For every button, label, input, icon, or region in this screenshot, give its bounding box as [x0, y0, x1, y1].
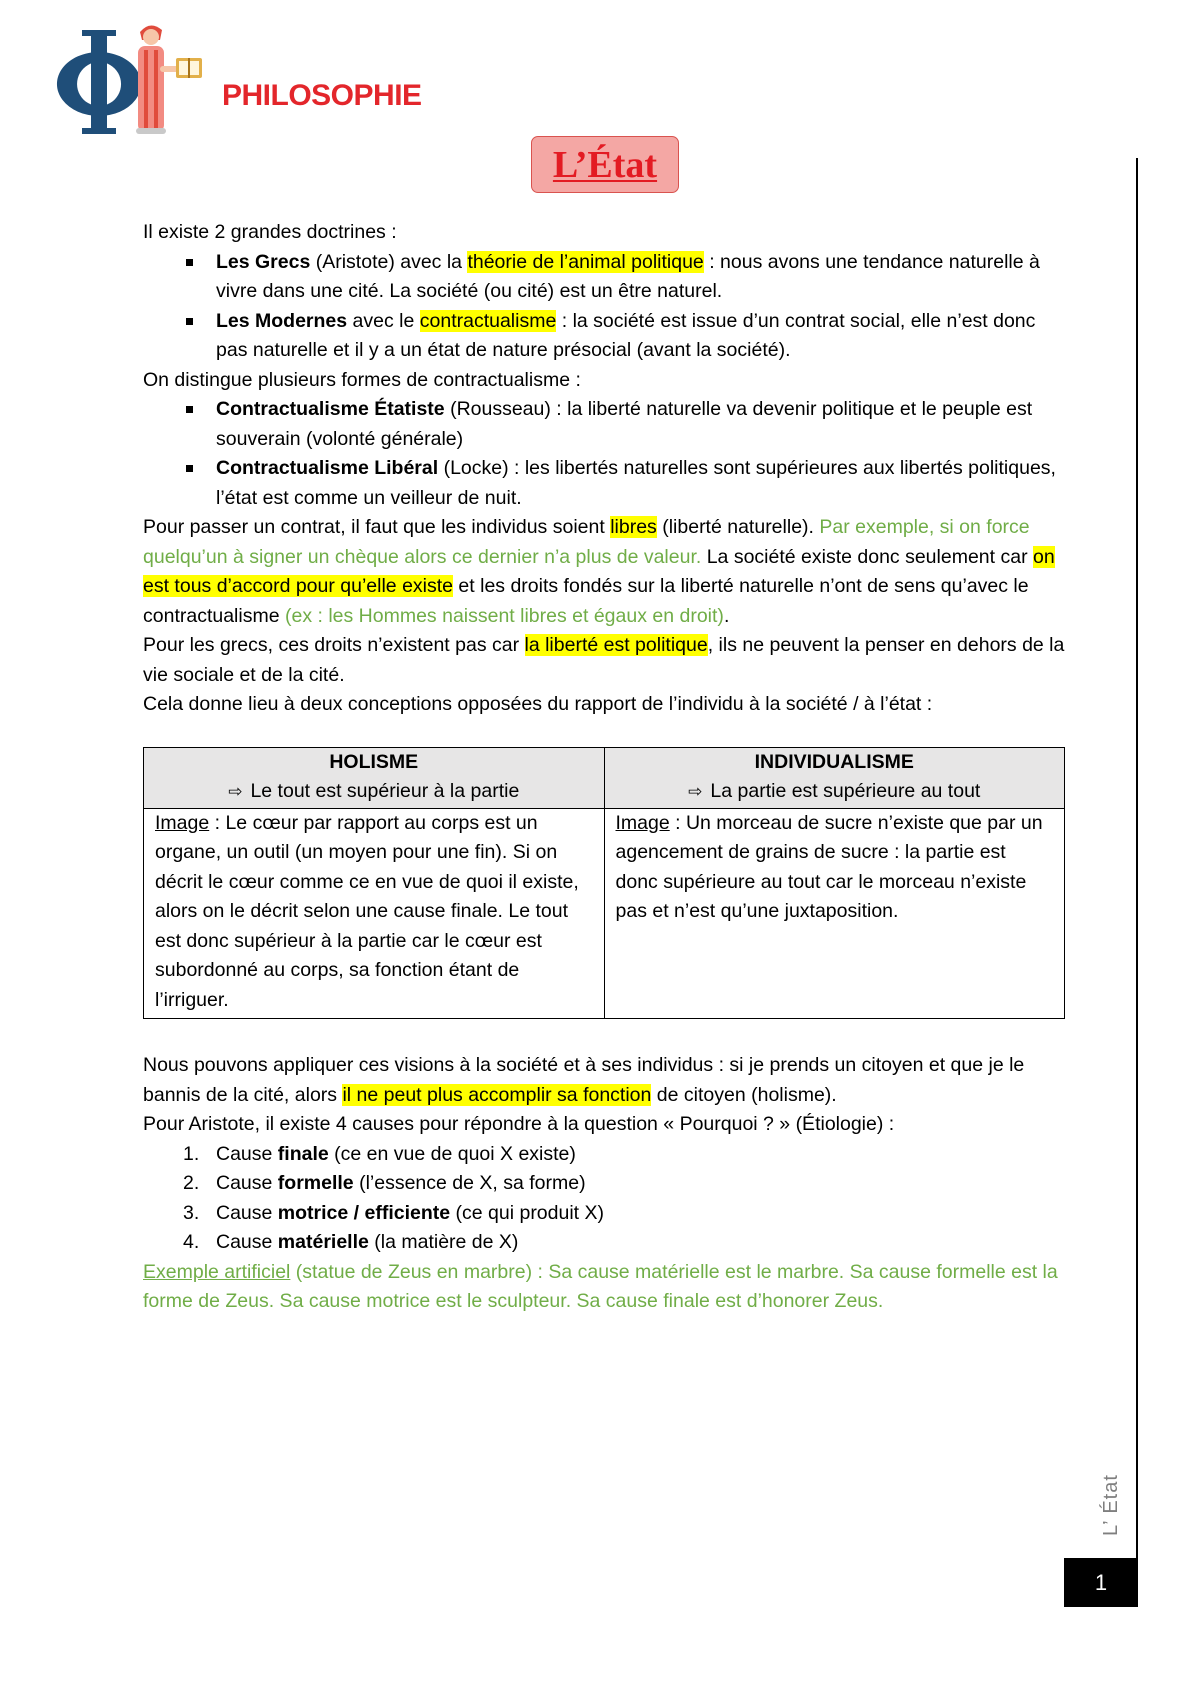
list-number: 3. — [183, 1201, 200, 1224]
table-cell-holisme — [144, 808, 605, 1019]
strong-text: Contractualisme Libéral — [216, 457, 439, 479]
page-number: 1 — [1064, 1558, 1138, 1607]
text-run: Pour passer un contrat, il faut que les individus soient — [143, 516, 611, 538]
text-run: (Aristote) avec la — [310, 250, 468, 273]
title-box — [531, 136, 679, 193]
highlight-text: libres — [610, 516, 657, 538]
strong-text: motrice / efficiente — [277, 1201, 451, 1224]
example-text: (ex : les Hommes naissent libres et égaux en droit) — [284, 604, 724, 627]
list-item — [183, 1199, 1065, 1229]
text-run: (ce qui produit X) — [450, 1201, 605, 1224]
highlight-text: il ne peut plus accomplir sa fonction — [342, 1083, 652, 1106]
text-run: Pour les grecs, ces droits n’existent pas car — [143, 634, 525, 656]
page-title: L’État — [552, 143, 658, 186]
logo — [52, 22, 204, 138]
text-run: Cause — [216, 1142, 278, 1165]
strong-text: Les Grecs — [216, 250, 311, 273]
highlight-text: contractualisme — [419, 309, 557, 332]
bullet-icon — [186, 406, 193, 413]
brand-name: PHILOSOPHIE — [222, 79, 422, 112]
rich-text — [216, 1143, 576, 1165]
strong-text: formelle — [277, 1172, 354, 1194]
list-number: 1. — [183, 1142, 200, 1165]
text-run: (liberté naturelle). — [656, 516, 820, 538]
column-subtitle-line — [154, 777, 594, 808]
list-item — [216, 248, 1065, 307]
rich-text — [216, 251, 1040, 303]
table-header-row — [144, 747, 1065, 808]
text-run: (Rousseau) : la liberté naturelle va devenir politique et le peuple est souverain (volonté générale) — [216, 398, 1033, 450]
text-run: La société existe donc seulement car — [701, 545, 1033, 568]
text-run: (ce en vue de quoi X existe) — [328, 1142, 576, 1165]
page-margin-rule — [1136, 158, 1138, 1558]
text-run: avec le — [347, 309, 420, 332]
bullet-icon — [186, 259, 193, 266]
text-run: : Le cœur par rapport au corps est un organe, un outil (un moyen pour une fin). Si on décrit le cœur comme ce en vue de quoi il existe, alors on le décrit selon une cause finale. Le tout est donc supérieur à la partie car le cœur est subordonné au corps, sa fonction étant de l’irriguer. — [155, 811, 579, 1011]
bullet-icon — [186, 465, 193, 472]
rich-text — [216, 1202, 604, 1224]
application-paragraph — [143, 1051, 1065, 1110]
arrow-right-icon: ⇨ — [688, 782, 703, 802]
list-item — [183, 1169, 1065, 1199]
example-underline-text: Exemple artificiel — [143, 1260, 291, 1283]
list-item — [216, 395, 1065, 454]
highlight-text: théorie de l’animal politique — [467, 250, 704, 273]
text-run: Nous pouvons appliquer ces visions à la société et à ses individus : si je prends un citoyen et que je le bannis de la cité, alors — [143, 1054, 1025, 1106]
text-run: et les droits fondés sur la liberté naturelle n’ont de sens qu’avec le contractualisme — [143, 575, 1029, 627]
list-item — [216, 454, 1065, 513]
column-subtitle: La partie est supérieure au tout — [710, 780, 981, 802]
document-body — [143, 218, 1065, 1317]
contract-paragraph — [143, 513, 1065, 631]
text-run: de citoyen (holisme). — [651, 1083, 837, 1106]
comparison-table — [143, 747, 1065, 1020]
example-text: (statue de Zeus en marbre) : Sa cause matérielle est le marbre. Sa cause formelle est la forme de Zeus. Sa cause motrice est le sculpteur. Sa cause finale est d’honorer Zeus. — [143, 1260, 1058, 1312]
strong-text: matérielle — [277, 1231, 369, 1253]
contract-forms-intro: On distingue plusieurs formes de contractualisme : — [143, 368, 581, 391]
causes-intro: Pour Aristote, il existe 4 causes pour répondre à la question « Pourquoi ? » (Étiologie) : — [143, 1113, 895, 1135]
text-run: (la matière de X) — [368, 1231, 519, 1253]
list-item — [183, 1140, 1065, 1170]
arrow-right-icon: ⇨ — [228, 782, 243, 802]
highlight-text: on est tous d’accord pour qu’elle existe — [143, 545, 1055, 597]
highlight-text: la liberté est politique — [524, 634, 708, 656]
list-item — [183, 1228, 1065, 1258]
text-run: . — [723, 604, 730, 627]
underline-text: Image — [155, 811, 210, 834]
table-row — [144, 808, 1065, 1019]
doctrines-list — [143, 248, 1065, 366]
side-chapter-label: L’ État — [1100, 1474, 1122, 1536]
text-run: Cause — [216, 1231, 278, 1253]
table-cell-individualisme — [604, 808, 1065, 1019]
example-text: Par exemple, si on force quelqu’un à signer un chèque alors ce dernier n’a plus de valeur. — [143, 516, 1030, 568]
column-title: HOLISME — [329, 750, 419, 773]
list-number: 4. — [183, 1231, 200, 1253]
list-item — [216, 307, 1065, 366]
table-header-holisme — [144, 747, 605, 808]
causes-list — [143, 1140, 1065, 1258]
text-run: (l’essence de X, sa forme) — [353, 1172, 586, 1194]
text-run: (Locke) : les libertés naturelles sont supérieures aux libertés politiques, l’état est comme un veilleur de nuit. — [216, 457, 1056, 509]
book-icon — [176, 58, 202, 78]
conceptions-intro: Cela donne lieu à deux conceptions opposées du rapport de l’individu à la société / à l’état : — [143, 693, 933, 715]
comparison-table-wrap — [143, 747, 1065, 1020]
text-run: Cause — [216, 1201, 278, 1224]
strong-text: Contractualisme Étatiste — [216, 398, 445, 420]
rich-text — [216, 310, 1035, 362]
strong-text: finale — [277, 1142, 329, 1165]
text-run: : nous avons une tendance naturelle à vivre dans une cité. La société (ou cité) est un être naturel. — [216, 250, 1040, 302]
underline-text: Image — [615, 811, 670, 834]
text-run: : la société est issue d’un contrat social, elle n’est donc pas naturelle et il y a un état de nature présocial (avant la société). — [216, 309, 1036, 361]
column-subtitle: Le tout est supérieur à la partie — [250, 780, 520, 802]
column-subtitle-line — [615, 777, 1055, 808]
text-run: Cause — [216, 1172, 278, 1194]
contract-forms-list — [143, 395, 1065, 513]
text-run: , ils ne peuvent la penser en dehors de la vie sociale et de la cité. — [143, 634, 1065, 686]
table-header-individualisme — [604, 747, 1065, 808]
phi-logo-icon — [57, 30, 141, 134]
bullet-icon — [186, 318, 193, 325]
list-number: 2. — [183, 1172, 200, 1194]
rich-text — [216, 457, 1056, 509]
example-paragraph — [143, 1258, 1065, 1317]
greeks-paragraph — [143, 631, 1065, 690]
text-run: : Un morceau de sucre n’existe que par un agencement de grains de sucre : la partie est donc supérieure au tout car le morceau n’existe pas et n’est qu’une juxtaposition. — [615, 811, 1043, 922]
rich-text — [216, 1231, 518, 1253]
strong-text: Les Modernes — [216, 309, 348, 332]
doctrines-intro: Il existe 2 grandes doctrines : — [143, 221, 397, 243]
rich-text — [216, 1172, 586, 1194]
column-title: INDIVIDUALISME — [754, 750, 914, 773]
person-figure-icon — [136, 25, 180, 134]
rich-text — [216, 398, 1032, 450]
